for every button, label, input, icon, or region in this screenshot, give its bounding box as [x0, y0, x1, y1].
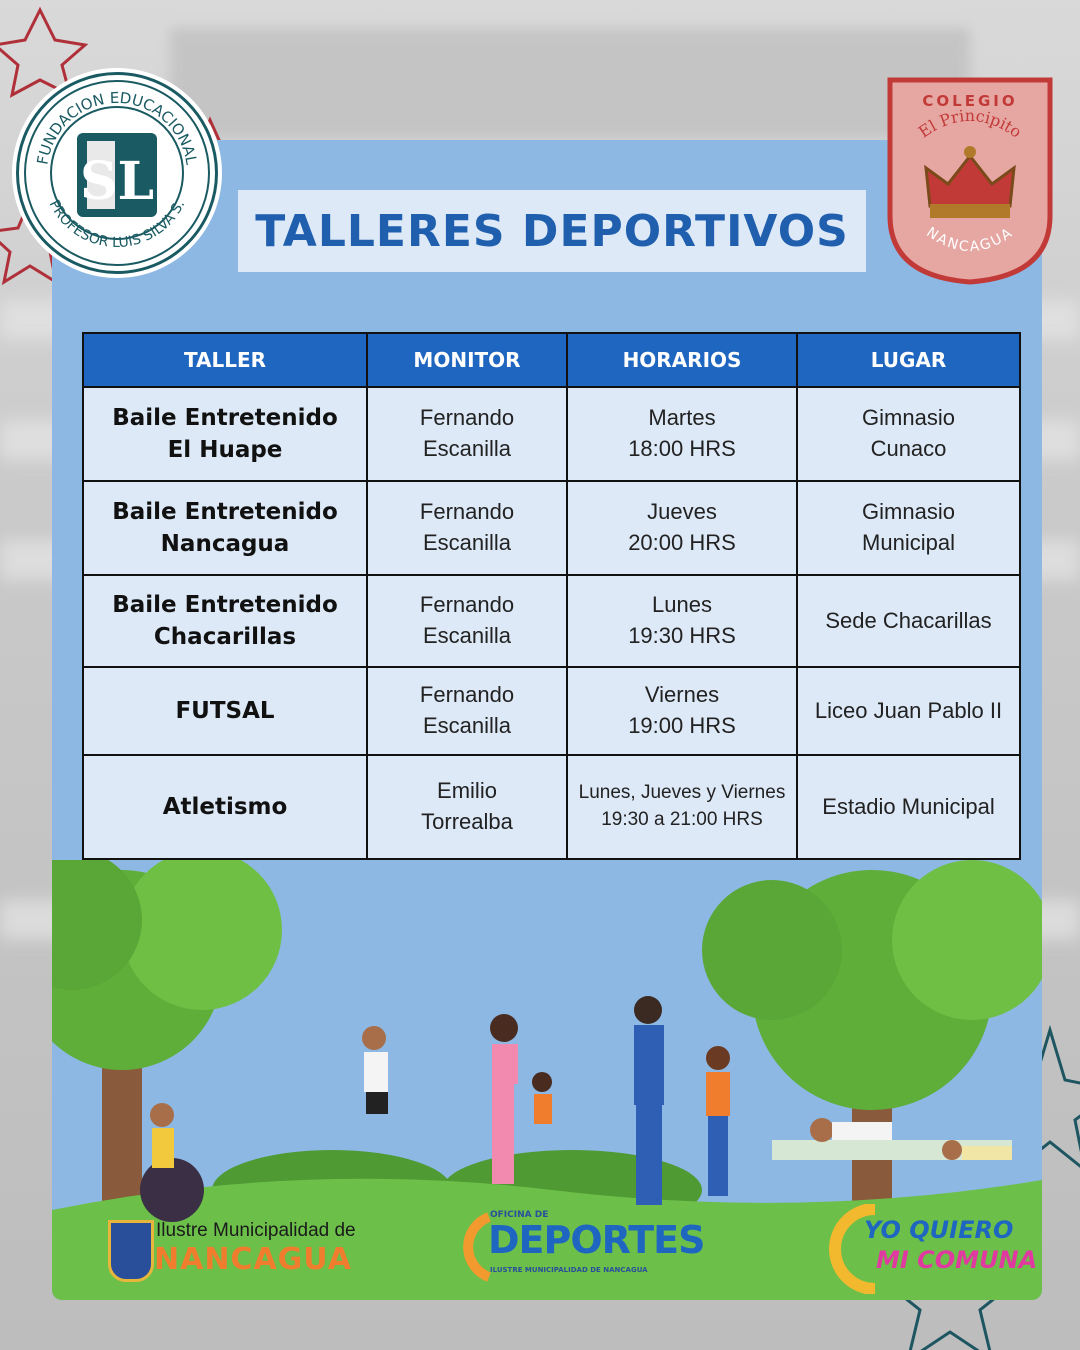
monitor-line: Torrealba — [421, 809, 513, 834]
lugar-cell — [797, 387, 1020, 481]
lugar-line: Gimnasio — [862, 405, 955, 431]
monitor-line: Fernando — [419, 592, 515, 618]
yoquiero-line1: YO QUIERO — [864, 1216, 1014, 1244]
horario-line: 19:30 HRS — [628, 623, 736, 648]
taller-cell — [83, 481, 367, 575]
horario-line: Lunes — [652, 592, 712, 618]
monitor-line: Fernando — [419, 405, 515, 431]
horario-line: Martes — [648, 405, 716, 431]
column-header-horarios: HORARIOS — [567, 333, 797, 387]
taller-line: Nancagua — [160, 531, 290, 557]
horario-line: 19:30 a 21:00 HRS — [601, 809, 763, 830]
fundacion-educacional-badge — [16, 72, 218, 274]
horario-cell — [567, 667, 797, 755]
lugar-line: Estadio Municipal — [822, 793, 995, 819]
monitor-line: Escanilla — [422, 713, 512, 738]
deportes-subtitle: ILUSTRE MUNICIPALIDAD DE NANCAGUA — [490, 1266, 648, 1274]
page-title: TALLERES DEPORTIVOS — [255, 205, 849, 257]
taller-cell — [83, 575, 367, 667]
monitor-line: Fernando — [419, 499, 515, 525]
schedule-table — [82, 332, 1021, 860]
taller-cell — [83, 667, 367, 755]
fundacion-ring — [19, 75, 215, 271]
colegio-el-principito-badge — [886, 76, 1054, 286]
column-header-monitor: MONITOR — [367, 333, 567, 387]
monitor-line: Escanilla — [422, 436, 512, 461]
table-header-row — [83, 333, 1020, 387]
colegio-shield — [886, 76, 1054, 286]
column-header-taller: TALLER — [83, 333, 367, 387]
municipal-logo — [104, 1214, 364, 1286]
taller-line: Chacarillas — [153, 624, 297, 650]
municipal-shield-icon — [108, 1220, 154, 1282]
horario-cell — [567, 387, 797, 481]
lugar-line: Municipal — [862, 530, 955, 555]
municipal-line2: NANCAGUA — [154, 1242, 352, 1277]
deportes-logo — [444, 1204, 704, 1294]
table-row — [83, 755, 1020, 859]
taller-cell — [83, 387, 367, 481]
lugar-line: Cunaco — [870, 436, 947, 461]
monitor-line: Emilio — [437, 778, 497, 804]
deportes-title: DEPORTES — [488, 1218, 705, 1262]
monitor-line: Escanilla — [422, 623, 512, 648]
horario-cell — [567, 575, 797, 667]
colegio-line3: NANCAGUA — [923, 224, 1017, 256]
horario-line: 20:00 HRS — [628, 530, 736, 555]
table-row — [83, 481, 1020, 575]
horario-line: Lunes, Jueves y Viernes — [578, 782, 786, 804]
lugar-line: Liceo Juan Pablo II — [814, 697, 1003, 723]
colegio-line1: COLEGIO — [922, 92, 1018, 110]
deportes-small-label: OFICINA DE — [490, 1210, 549, 1220]
ring-text-bottom: PROFESOR LUIS SILVA S. — [45, 197, 189, 252]
taller-line: Baile Entretenido — [112, 498, 338, 525]
taller-line: Baile Entretenido — [112, 404, 338, 431]
title-banner — [238, 190, 866, 272]
yo-quiero-mi-comuna-logo — [820, 1200, 1038, 1300]
sun-icon — [444, 1212, 494, 1282]
horario-cell — [567, 481, 797, 575]
monitor-cell — [367, 667, 567, 755]
horario-line: Viernes — [644, 682, 720, 708]
taller-line: El Huape — [167, 437, 283, 463]
lugar-cell — [797, 667, 1020, 755]
monitor-line: Fernando — [419, 682, 515, 708]
taller-line: Baile Entretenido — [112, 591, 338, 618]
horario-line: 18:00 HRS — [628, 436, 736, 461]
colegio-line2: El Principito — [914, 105, 1026, 142]
monogram: SL — [79, 151, 155, 212]
taller-cell — [83, 755, 367, 859]
monitor-cell — [367, 481, 567, 575]
monitor-cell — [367, 755, 567, 859]
taller-line: Atletismo — [162, 793, 288, 820]
column-header-lugar: LUGAR — [797, 333, 1020, 387]
ring-text-top: FUNDACION EDUCACIONAL — [33, 88, 201, 166]
horario-line: 19:00 HRS — [628, 713, 736, 738]
taller-line: FUTSAL — [175, 697, 275, 724]
table-row — [83, 667, 1020, 755]
lugar-cell — [797, 481, 1020, 575]
lugar-cell — [797, 755, 1020, 859]
horario-cell — [567, 755, 797, 859]
lugar-cell — [797, 575, 1020, 667]
lugar-line: Sede Chacarillas — [825, 607, 992, 633]
municipal-line1: Ilustre Municipalidad de — [156, 1220, 356, 1241]
monitor-cell — [367, 387, 567, 481]
lugar-line: Gimnasio — [862, 499, 955, 525]
horario-line: Jueves — [647, 499, 717, 525]
table-row — [83, 387, 1020, 481]
monitor-cell — [367, 575, 567, 667]
table-row — [83, 575, 1020, 667]
yoquiero-line2: MI COMUNA — [876, 1246, 1038, 1274]
monitor-line: Escanilla — [422, 530, 512, 555]
